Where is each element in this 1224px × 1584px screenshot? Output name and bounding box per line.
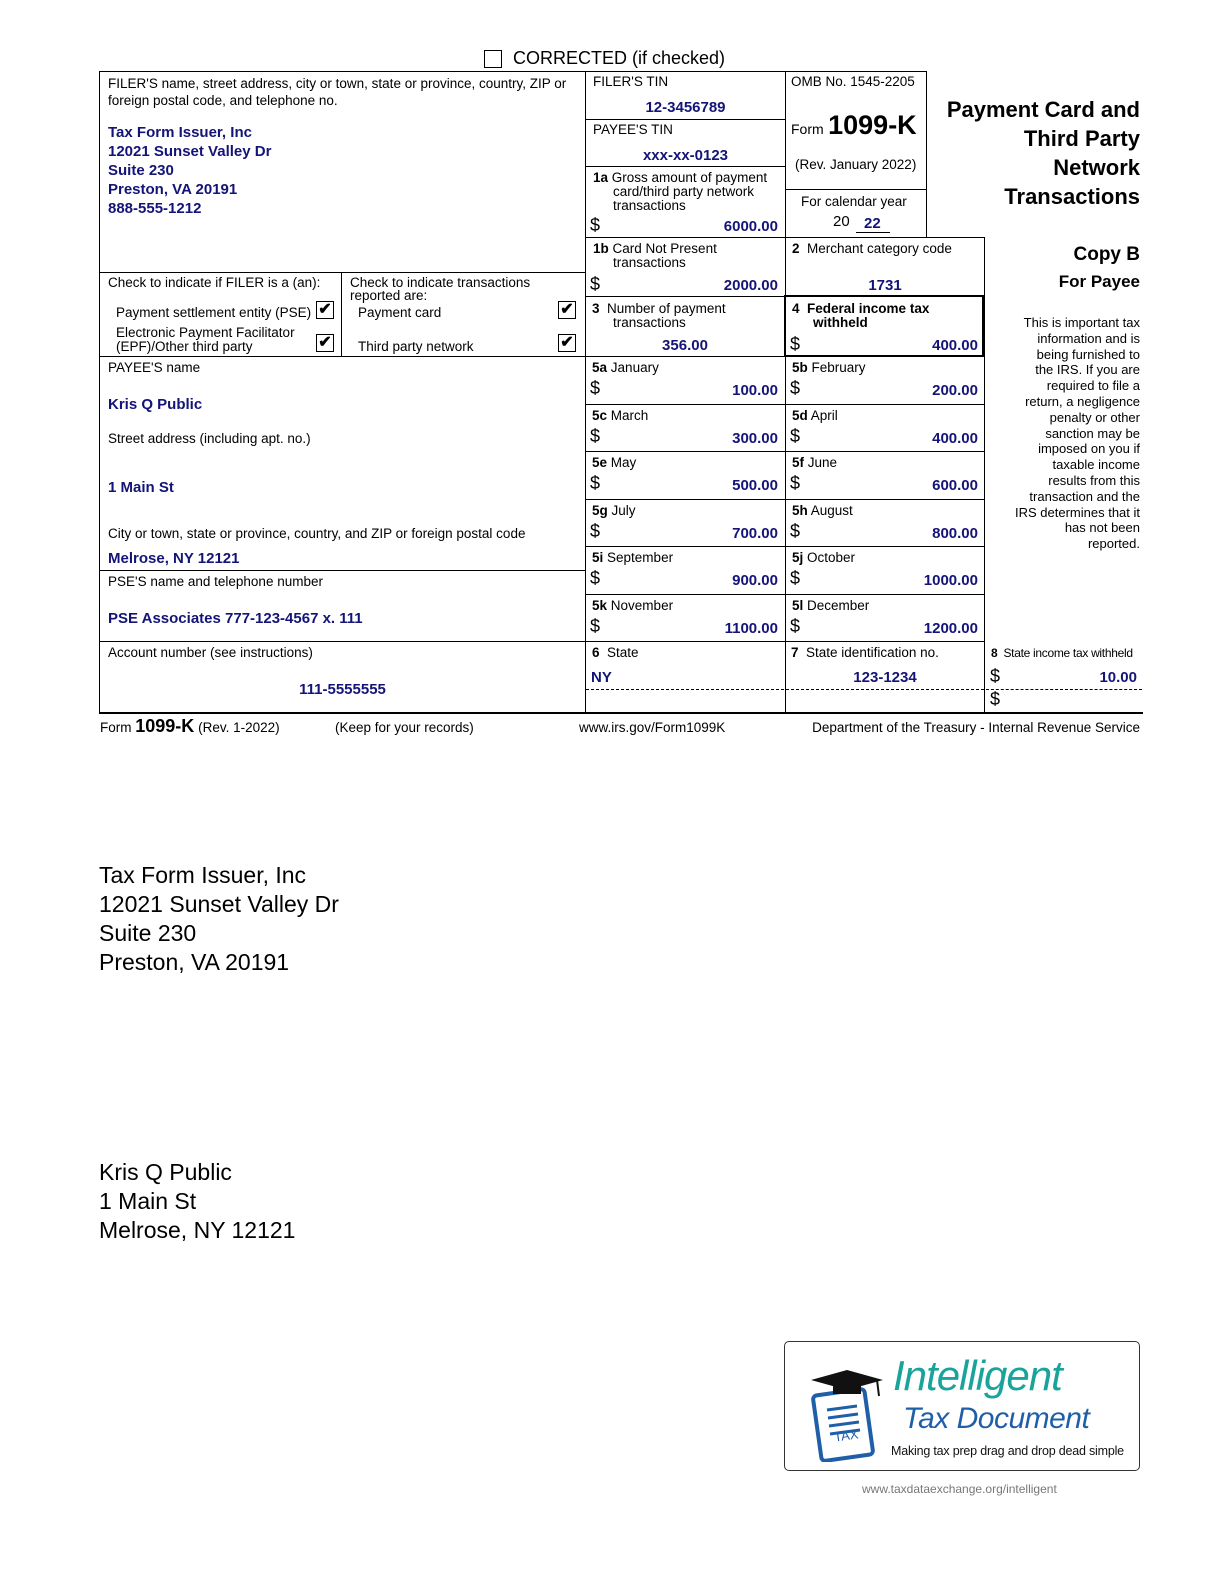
box-5a-value: 100.00 <box>732 382 778 399</box>
notice-line: sanction may be <box>1045 425 1140 441</box>
box-5b-month: February <box>811 360 866 375</box>
box-5l-month: December <box>807 597 870 613</box>
box-1b-value: 2000.00 <box>723 277 778 294</box>
notice-line: imposed on you if <box>1038 441 1140 457</box>
mail-to-line-2: 1 Main St <box>99 1188 197 1214</box>
copy-subtitle: For Payee <box>1058 272 1140 291</box>
tax-document-icon <box>807 1362 897 1462</box>
box-4-num: 4 <box>792 301 800 316</box>
payee-street-label: Street address (including apt. no.) <box>108 431 311 446</box>
box-1a-text-3: transactions <box>613 198 686 213</box>
mail-from-line-3: Suite 230 <box>99 920 197 946</box>
footer-dept: Department of the Treasury - Internal Revenue Service <box>812 720 1140 735</box>
third-party-network-checkbox[interactable]: ✔ <box>558 334 576 352</box>
title-line-2: Third Party <box>1023 126 1140 151</box>
box-3-text-2: transactions <box>613 315 686 330</box>
box-6-dashed-line <box>586 689 784 690</box>
box-5g-value: 700.00 <box>732 524 778 542</box>
box-5e-dollar: $ <box>590 473 601 493</box>
box-7-value: 123-1234 <box>853 669 917 686</box>
box-5d-month: April <box>810 407 838 423</box>
box-8-dashed-line <box>986 689 1142 690</box>
payee-city-label: City or town, state or province, country, and ZIP or foreign postal code <box>108 526 526 541</box>
notice-line: reported. <box>1087 536 1140 552</box>
logo-word-1: Intelligent <box>893 1352 1062 1399</box>
col-divider-mid <box>785 71 786 712</box>
notice-line: information and is <box>1037 330 1140 346</box>
box-5k-dollar: $ <box>590 615 601 636</box>
box-7-dashed-line <box>786 689 984 690</box>
box-1a-value: 6000.00 <box>723 218 778 235</box>
box-2-num: 2 <box>792 241 800 256</box>
box-5f-num: 5f <box>792 455 805 470</box>
copy-notice <box>990 315 1140 552</box>
notice-line: taxable income <box>1052 457 1140 473</box>
box-5f-dollar: $ <box>790 473 801 493</box>
box-1b-num: 1b <box>593 241 609 256</box>
pse-name-label: PSE'S name and telephone number <box>108 574 323 589</box>
box-5c-value: 300.00 <box>732 429 778 447</box>
epf-label-1: Electronic Payment Facilitator <box>116 325 295 340</box>
logo-tagline: Making tax prep drag and drop dead simple <box>891 1444 1124 1458</box>
notice-line: penalty or other <box>1049 409 1140 425</box>
corrected-checkbox[interactable] <box>484 50 502 68</box>
box-5b-value: 200.00 <box>932 382 978 399</box>
payee-city-value: Melrose, NY 12121 <box>108 550 240 567</box>
box-5b-num: 5b <box>792 360 808 375</box>
box-5e-num: 5e <box>592 455 608 470</box>
form-rev: (Rev. January 2022) <box>795 157 917 172</box>
box-5k-value: 1100.00 <box>724 619 778 637</box>
payment-card-checkbox[interactable]: ✔ <box>558 301 576 319</box>
box-5g-month: July <box>611 502 636 518</box>
box-7-label <box>791 646 939 660</box>
filer-tin-label: FILER'S TIN <box>593 74 669 89</box>
box-5k-month: November <box>610 597 674 613</box>
box-5g-num: 5g <box>592 502 608 518</box>
payee-tin-label: PAYEE'S TIN <box>593 122 673 137</box>
box-5i-value: 900.00 <box>732 572 778 589</box>
box-5d-dollar: $ <box>790 425 801 446</box>
box-5e-label <box>592 456 636 470</box>
box-5i-num: 5i <box>592 550 604 565</box>
box-5k-label <box>592 599 673 613</box>
box-5h-num: 5h <box>792 502 808 518</box>
filer-tin-value: 12-3456789 <box>645 99 726 116</box>
month-row-line <box>585 499 985 500</box>
title-line-3: Network <box>1053 155 1140 180</box>
box-5f-value: 600.00 <box>932 477 978 494</box>
payee-name-value: Kris Q Public <box>108 396 203 413</box>
notice-line: IRS determines that it <box>1015 504 1140 520</box>
box-1a-dollar: $ <box>590 215 601 235</box>
filer-line-1: Tax Form Issuer, Inc <box>108 124 252 141</box>
box-4-dollar: $ <box>790 334 801 354</box>
box-5c-dollar: $ <box>590 425 601 446</box>
box-5d-num: 5d <box>792 407 808 423</box>
form-bottom-border <box>99 712 1143 714</box>
box-1b-dollar: $ <box>590 274 601 294</box>
box-5l-label <box>792 599 869 613</box>
box-5c-month: March <box>610 407 649 423</box>
logo-url[interactable]: www.taxdataexchange.org/intelligent <box>862 1482 1057 1496</box>
box-6-label <box>592 646 639 660</box>
box-5f-label <box>792 456 837 470</box>
box-7-num: 7 <box>791 645 799 660</box>
notice-line: This is important tax <box>1023 315 1140 330</box>
filer-type-label: Check to indicate if FILER is a (an): <box>108 275 321 290</box>
box-5f-month: June <box>807 455 838 470</box>
pse-name-value: PSE Associates 777-123-4567 x. 111 <box>108 610 363 627</box>
filer-line-2: 12021 Sunset Valley Dr <box>108 143 272 160</box>
calendar-year-prefix: 20 <box>833 213 850 230</box>
box-5i-label <box>592 551 673 565</box>
box-8-text: State income tax withheld <box>1003 646 1133 660</box>
month-row-line <box>585 451 985 452</box>
epf-checkbox[interactable]: ✔ <box>316 334 334 352</box>
notice-line: has not been <box>1064 520 1140 536</box>
box-5a-num: 5a <box>592 360 608 375</box>
form-left-border <box>99 71 100 713</box>
calendar-year-label: For calendar year <box>801 194 907 209</box>
box-8-num: 8 <box>991 646 998 660</box>
line-under-checkboxes <box>99 356 785 357</box>
account-label: Account number (see instructions) <box>108 645 313 660</box>
box-3-value: 356.00 <box>662 337 708 354</box>
mail-from-line-1: Tax Form Issuer, Inc <box>99 862 307 888</box>
checkbox-section-divider <box>341 272 342 356</box>
mail-from-line-2: 12021 Sunset Valley Dr <box>99 891 339 917</box>
txn-type-label-2: reported are: <box>350 288 428 303</box>
footer-form-word: Form <box>100 720 132 735</box>
box-5a-label <box>592 361 659 375</box>
payee-street-value: 1 Main St <box>108 479 174 496</box>
notice-line: return, a negligence <box>1025 393 1140 409</box>
box-6-text: State <box>607 645 639 660</box>
box-5h-label <box>792 504 853 518</box>
box-5c-label <box>592 409 648 423</box>
box-8-dollar-2: $ <box>990 689 1001 709</box>
box-3-num: 3 <box>592 301 600 316</box>
box-5d-label <box>792 409 838 423</box>
box-5l-num: 5l <box>792 597 804 613</box>
box-2-label <box>792 242 952 256</box>
box-5b-dollar: $ <box>790 378 801 398</box>
txn-type-label-1: Check to indicate transactions <box>350 275 531 290</box>
month-row-line <box>585 546 985 547</box>
box-8-value: 10.00 <box>1099 669 1137 686</box>
box-5a-dollar: $ <box>590 378 601 398</box>
box-5e-month: May <box>610 455 637 470</box>
pse-checkbox[interactable]: ✔ <box>316 301 334 319</box>
box-1a-num: 1a <box>593 170 609 185</box>
box-5h-month: August <box>810 502 853 518</box>
line-above-checkboxes <box>99 272 585 273</box>
line-under-payee-tin <box>585 166 785 167</box>
box-5i-month: September <box>607 550 674 565</box>
box-5j-value: 1000.00 <box>923 572 978 589</box>
col-divider-omb <box>926 71 927 237</box>
col-divider-left <box>585 71 586 712</box>
notice-line: the IRS. If you are <box>1035 362 1140 378</box>
box-1b-label <box>593 242 717 256</box>
box-5k-num: 5k <box>592 597 608 613</box>
line-above-box3 <box>585 296 785 297</box>
box-5j-month: October <box>807 550 856 565</box>
month-row-line <box>585 594 985 595</box>
filer-line-5: 888-555-1212 <box>108 200 202 217</box>
form-top-border <box>99 71 926 72</box>
box-1a-text-2: card/third party network <box>613 184 755 199</box>
form-word: Form <box>791 121 824 137</box>
box-6-value: NY <box>591 669 612 686</box>
notice-line: transaction and the <box>1029 488 1140 504</box>
box-8-dollar-1: $ <box>990 666 1001 686</box>
form-title <box>791 110 917 141</box>
copy-title: Copy B <box>1073 244 1140 265</box>
payee-name-label: PAYEE'S name <box>108 360 201 375</box>
box-5i-dollar: $ <box>590 568 601 588</box>
filer-label: FILER'S name, street address, city or town, state or province, country, ZIP or foreign postal code, and telephone no. <box>108 76 567 108</box>
omb-number: OMB No. 1545-2205 <box>791 74 915 89</box>
box-5h-dollar: $ <box>790 520 801 541</box>
form-main-title <box>930 95 1140 211</box>
box-5h-value: 800.00 <box>932 524 978 542</box>
box-5c-num: 5c <box>592 407 608 423</box>
notice-line: required to file a <box>1046 378 1140 394</box>
line-above-pse <box>99 570 585 571</box>
title-line-1: Payment Card and <box>946 97 1140 122</box>
box-1b-text-1: Card Not Present <box>612 241 717 256</box>
box-5j-dollar: $ <box>790 568 801 588</box>
third-party-network-label: Third party network <box>358 339 474 354</box>
mail-to-line-1: Kris Q Public <box>99 1159 232 1185</box>
box-3-label <box>592 302 726 316</box>
title-line-4: Transactions <box>1004 184 1140 209</box>
account-value: 111-5555555 <box>299 681 386 698</box>
filer-line-4: Preston, VA 20191 <box>108 181 238 198</box>
form-number: 1099-K <box>828 110 917 140</box>
box-5j-num: 5j <box>792 550 804 565</box>
notice-line: being furnished to <box>1036 346 1140 362</box>
box-5g-label <box>592 504 636 518</box>
box-5l-value: 1200.00 <box>923 619 978 637</box>
box-4-text-1: Federal income tax <box>807 301 930 316</box>
box-5d-value: 400.00 <box>932 429 978 447</box>
line-above-account <box>99 641 985 642</box>
box-5a-month: January <box>610 360 659 375</box>
box-1b-text-2: transactions <box>613 255 686 270</box>
box-2-value: 1731 <box>868 277 902 294</box>
logo-icon-text: TAX <box>833 1426 860 1445</box>
box-1a-text-1: Gross amount of payment <box>611 170 768 185</box>
payee-tin-value: xxx-xx-0123 <box>642 147 729 164</box>
line-under-filer-tin <box>585 119 785 120</box>
line-under-1a <box>585 237 985 238</box>
footer-form-number: 1099-K <box>135 716 195 736</box>
box-7-text: State identification no. <box>806 645 939 660</box>
notice-line: results from this <box>1048 472 1140 488</box>
box-6-num: 6 <box>592 645 600 660</box>
box-5g-dollar: $ <box>590 520 601 541</box>
box-5l-dollar: $ <box>790 615 801 636</box>
payment-card-label: Payment card <box>358 305 442 320</box>
intelligent-tax-logo <box>784 1341 1140 1471</box>
box-5b-label <box>792 361 866 375</box>
box-5j-label <box>792 551 855 565</box>
pse-label: Payment settlement entity (PSE) <box>116 305 312 320</box>
box-4-text-2: withheld <box>813 315 868 330</box>
box-3-text-1: Number of payment <box>607 301 726 316</box>
footer-rev: (Rev. 1-2022) <box>198 720 280 735</box>
box-5e-value: 500.00 <box>732 477 778 494</box>
calendar-year-underline <box>856 232 890 233</box>
box-8-label <box>991 646 1133 660</box>
logo-word-2: Tax Document <box>903 1402 1090 1435</box>
box-1a-label <box>593 171 767 185</box>
month-row-line <box>585 404 985 405</box>
footer-url: www.irs.gov/Form1099K <box>579 720 726 735</box>
footer-form <box>100 716 280 737</box>
mail-from-line-4: Preston, VA 20191 <box>99 949 290 975</box>
box-4-label <box>792 302 929 316</box>
calendar-year-value: 22 <box>864 215 881 232</box>
mail-to-line-3: Melrose, NY 12121 <box>99 1217 296 1243</box>
box-2-text: Merchant category code <box>807 241 952 256</box>
filer-line-3: Suite 230 <box>108 162 174 179</box>
box-4-value: 400.00 <box>932 337 978 354</box>
corrected-label: CORRECTED (if checked) <box>513 48 726 68</box>
footer-keep: (Keep for your records) <box>335 720 474 735</box>
line-above-calendar <box>785 189 926 190</box>
epf-label-2: (EPF)/Other third party <box>116 339 253 354</box>
